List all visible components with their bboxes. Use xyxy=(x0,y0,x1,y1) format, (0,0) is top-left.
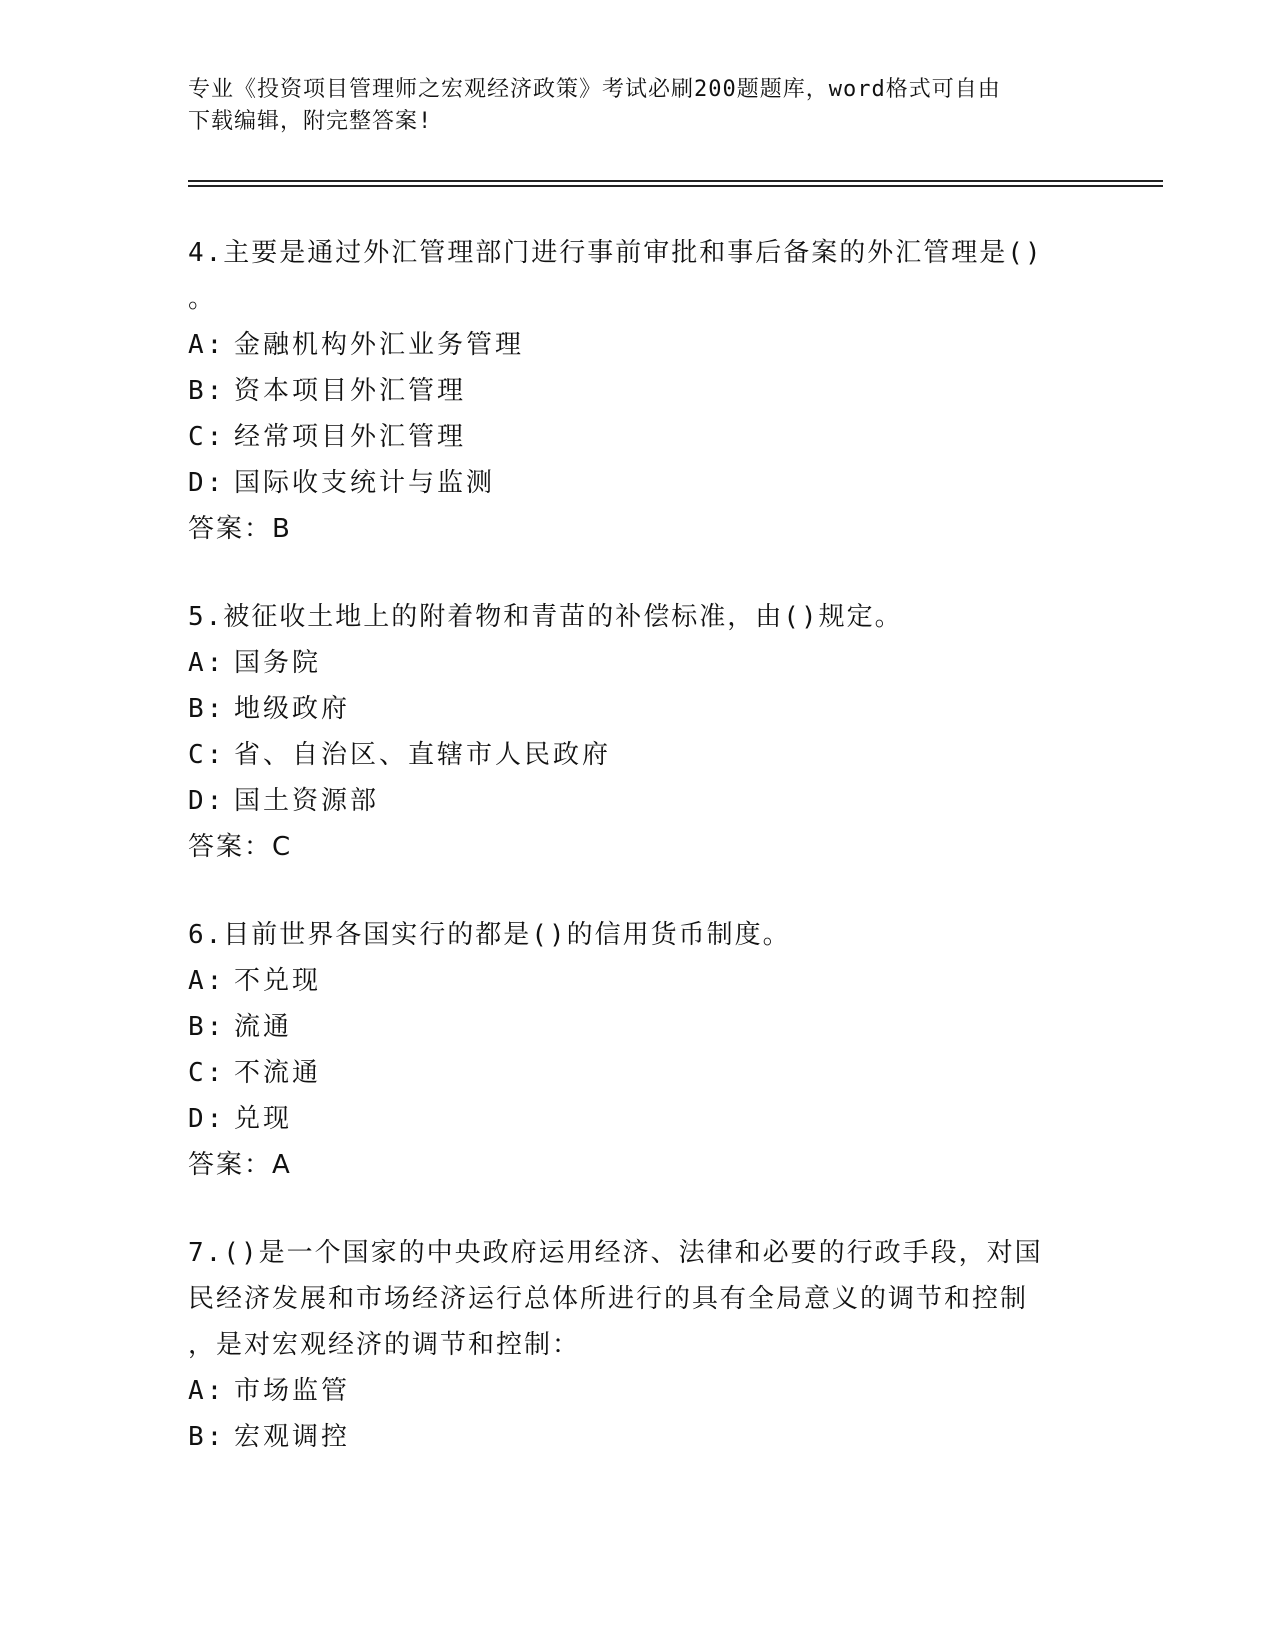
option-letter: C: xyxy=(188,740,226,770)
option-letter: A: xyxy=(188,966,226,996)
question-7-option-a xyxy=(188,1368,1088,1414)
option-letter: A: xyxy=(188,1376,226,1406)
question-5-answer: 答案：C xyxy=(188,832,293,862)
question-6 xyxy=(188,912,1088,1188)
header-divider-bottom xyxy=(188,185,1163,187)
question-5-option-d xyxy=(188,778,1088,824)
option-letter: B: xyxy=(188,376,226,406)
option-letter: B: xyxy=(188,694,226,724)
document-header xyxy=(188,74,1068,138)
question-6-option-b xyxy=(188,1004,1088,1050)
option-letter: A: xyxy=(188,648,226,678)
question-4-option-a xyxy=(188,322,1088,368)
question-4-option-d xyxy=(188,460,1088,506)
option-letter: D: xyxy=(188,786,226,816)
question-5-line-1: 5.被征收土地上的附着物和青苗的补偿标准，由()规定。 xyxy=(188,602,903,632)
option-text: 国务院 xyxy=(234,648,322,678)
question-7-line-1: 7.()是一个国家的中央政府运用经济、法律和必要的行政手段，对国 xyxy=(188,1238,1043,1268)
header-line-1: 专业《投资项目管理师之宏观经济政策》考试必刷200题题库，word格式可自由 xyxy=(188,77,1001,102)
header-divider-top xyxy=(188,180,1163,182)
question-6-option-d xyxy=(188,1096,1088,1142)
question-7-option-b xyxy=(188,1414,1088,1460)
question-4-line-1: 4.主要是通过外汇管理部门进行事前审批和事后备案的外汇管理是() xyxy=(188,238,1043,268)
question-6-option-c xyxy=(188,1050,1088,1096)
option-text: 市场监管 xyxy=(234,1376,351,1406)
question-7-line-2: 民经济发展和市场经济运行总体所进行的具有全局意义的调节和控制 xyxy=(188,1284,1029,1314)
option-letter: D: xyxy=(188,468,226,498)
question-4 xyxy=(188,230,1088,552)
header-line-2: 下载编辑，附完整答案! xyxy=(188,109,433,134)
option-text: 兑现 xyxy=(234,1104,293,1134)
option-text: 宏观调控 xyxy=(234,1422,351,1452)
option-letter: C: xyxy=(188,422,226,452)
option-text: 金融机构外汇业务管理 xyxy=(234,330,525,360)
option-text: 地级政府 xyxy=(234,694,351,724)
option-text: 经常项目外汇管理 xyxy=(234,422,467,452)
option-text: 国际收支统计与监测 xyxy=(234,468,496,498)
option-letter: B: xyxy=(188,1422,226,1452)
option-letter: D: xyxy=(188,1104,226,1134)
option-letter: B: xyxy=(188,1012,226,1042)
question-5 xyxy=(188,594,1088,870)
option-text: 国土资源部 xyxy=(234,786,380,816)
option-text: 资本项目外汇管理 xyxy=(234,376,467,406)
question-6-option-a xyxy=(188,958,1088,1004)
option-text: 流通 xyxy=(234,1012,293,1042)
question-7-line-3: ，是对宏观经济的调节和控制： xyxy=(188,1330,581,1360)
question-6-line-1: 6.目前世界各国实行的都是()的信用货币制度。 xyxy=(188,920,791,950)
question-4-option-c xyxy=(188,414,1088,460)
option-text: 不兑现 xyxy=(234,966,322,996)
question-5-option-a xyxy=(188,640,1088,686)
option-text: 省、自治区、直辖市人民政府 xyxy=(234,740,612,770)
question-5-option-c xyxy=(188,732,1088,778)
option-letter: A: xyxy=(188,330,226,360)
option-letter: C: xyxy=(188,1058,226,1088)
question-7 xyxy=(188,1230,1088,1460)
question-5-option-b xyxy=(188,686,1088,732)
question-4-answer: 答案：B xyxy=(188,514,292,544)
option-text: 不流通 xyxy=(234,1058,322,1088)
question-6-answer: 答案：A xyxy=(188,1150,292,1180)
question-4-line-2: 。 xyxy=(188,284,217,314)
question-4-option-b xyxy=(188,368,1088,414)
